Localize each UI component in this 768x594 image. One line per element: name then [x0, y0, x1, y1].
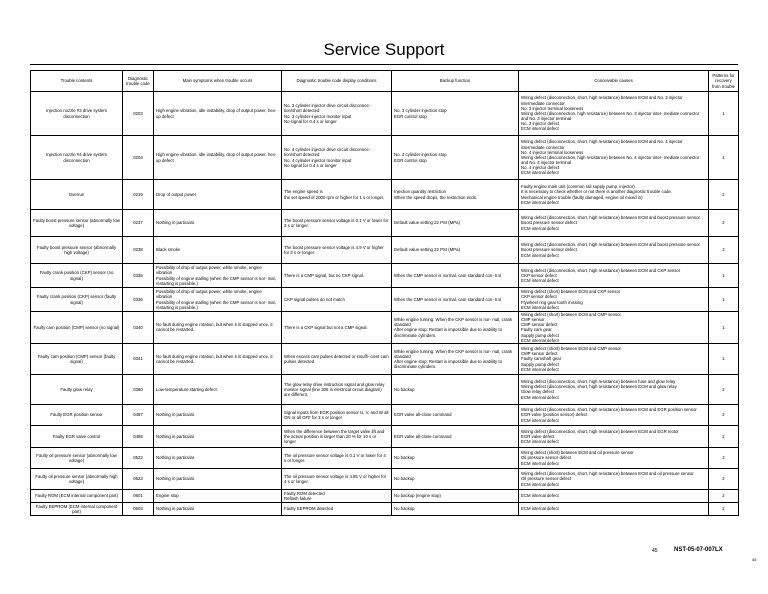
cell-code: 0237 [123, 210, 154, 237]
cell-recovery: 2 [709, 489, 739, 502]
cell-recovery: 1 [709, 312, 739, 344]
cell-conditions: When the difference between the target valve lift and the actual position is larger than 20 % for 10 s or longer [282, 425, 392, 447]
table-row [31, 288, 739, 312]
cell-code: 0238 [123, 237, 154, 264]
cell-causes: Wiring defect (short) between ECM and CKP sensor CKP sensor defect Flywheel ring gear tooth missing ECM internal defect [519, 288, 709, 312]
page-title: Service Support [323, 40, 445, 59]
cell-symptoms: Possibility of drop of output power, white smoke, engine vibration Possibility of engine stalling (when the CMP sensor is nor- mal, restarting is possible.) [154, 288, 282, 312]
cell-causes: Wiring defect (short) between ECM and CMP sensor CMP sensor CMP sensor defect Faulty cam gear Supply pump defect ECM internal defect [519, 312, 709, 344]
cell-trouble: Faulty boost pressure sensor (abnormally high voltage) [31, 237, 123, 264]
cell-backup: When the CMP sensor is normal, cam standard con- trol [392, 264, 519, 288]
cell-recovery: 2 [709, 374, 739, 404]
table-body [31, 92, 739, 516]
cell-backup: No backup [392, 502, 519, 515]
cell-code: 0488 [123, 425, 154, 447]
cell-trouble: Injection nozzle #4 drive system disconnection [31, 136, 123, 180]
cell-recovery: 1 [709, 264, 739, 288]
corner-page-number: 45 [752, 557, 757, 562]
cell-conditions: There is a CMP signal, but no CKP signal. [282, 264, 392, 288]
cell-conditions: The oil pressure sensor voltage is 4.85 V or higher for 4 s or longer. [282, 468, 392, 489]
cell-trouble: Faulty EGR valve control [31, 425, 123, 447]
cell-conditions: No. 3 cylinder injector drive circuit disconnec- tion/short detected No. 3 cylinder injector monitor input No signal for 0.4 s or longer [282, 92, 392, 136]
col-header-code: Diagnostic trouble code [123, 71, 154, 92]
cell-backup: While engine turning: When the CKP sensor is nor- mal, crank standard After engine stop: Restart is impossible due to inability to discriminate cylinders. [392, 343, 519, 374]
cell-symptoms: No fault during engine rotation, but when it is stopped once, it cannot be restarted. [154, 312, 282, 344]
cell-backup: No. 4 cylinder injection stop EGR control stop [392, 136, 519, 180]
table-header-row [31, 71, 739, 92]
cell-symptoms: Nothing in particular [154, 502, 282, 515]
table-row [31, 312, 739, 344]
cell-trouble: Faulty oil pressure sensor (abnormally low voltage) [31, 447, 123, 468]
col-header-causes: Conceivable causes [519, 71, 709, 92]
document-id: NST-05-07-007LX [674, 547, 723, 553]
table-row [31, 92, 739, 136]
cell-conditions: The engine speed is the set speed of 2000 rpm or higher for 1 s or longer. [282, 180, 392, 210]
table-row [31, 180, 739, 210]
cell-code: 0603 [123, 502, 154, 515]
cell-conditions: When excess cam pulses detected or insuffi- cient cam pulses detected [282, 343, 392, 374]
cell-conditions: The boost pressure sensor voltage is 4.9 V or higher for 3 s or longer. [282, 237, 392, 264]
table-row [31, 136, 739, 180]
cell-trouble: Faulty cam position (CMP) sensor (no signal) [31, 312, 123, 344]
cell-trouble: Injection nozzle #3 drive system disconnection [31, 92, 123, 136]
cell-backup: Injection quantity restriction When the speed drops, the restriction ends. [392, 180, 519, 210]
cell-recovery: 2 [709, 447, 739, 468]
cell-trouble: Faulty ROM (ECM internal component part) [31, 489, 123, 502]
col-header-trouble: Trouble contents [31, 71, 123, 92]
cell-causes: Wiring defect (disconnection, short, high resistance) between ECM and boost pressure sensor Boost pressure sensor defect ECM internal defect [519, 210, 709, 237]
cell-symptoms: Nothing in particular [154, 425, 282, 447]
cell-trouble: Faulty crank position (CKP) sensor (no signal) [31, 264, 123, 288]
cell-conditions: No. 4 cylinder injector drive circuit disconnec- tion/short detected No. 4 cylinder injector monitor input No signal for 0.4 s or longer [282, 136, 392, 180]
cell-backup: No backup [392, 447, 519, 468]
table-row [31, 374, 739, 404]
cell-symptoms: No fault during engine rotation, but when it is stopped once, it cannot be restarted. [154, 343, 282, 374]
cell-causes: Wiring defect (disconnection, short, high resistance) between ECM and EGR motor EGR valve defect ECM internal defect [519, 425, 709, 447]
cell-symptoms: Drop of output power [154, 180, 282, 210]
cell-code: 0522 [123, 447, 154, 468]
table-row [31, 343, 739, 374]
cell-trouble: Faulty cam position (CMP) sensor (faulty signal) [31, 343, 123, 374]
col-header-recovery: Patterns for recovery from trouble [709, 71, 739, 92]
cell-causes: Wiring defect (disconnection, short, high resistance) between ECM and CKP sensor CKP sensor defect ECM internal defect [519, 264, 709, 288]
cell-recovery: 2 [709, 237, 739, 264]
cell-recovery: 2 [709, 210, 739, 237]
cell-code: 0335 [123, 264, 154, 288]
cell-conditions: The boost pressure sensor voltage is 0.1 V or lower for 3 s or longer. [282, 210, 392, 237]
trouble-code-table [30, 70, 739, 516]
cell-code: 0601 [123, 489, 154, 502]
cell-recovery: 2 [709, 180, 739, 210]
cell-symptoms: Nothing in particular [154, 468, 282, 489]
cell-symptoms: High engine vibration, idle instability, drop of output power, hex-up defect [154, 92, 282, 136]
cell-conditions: There is a CKP signal but not a CMP signal. [282, 312, 392, 344]
title-rule [30, 64, 738, 65]
cell-recovery: 1 [709, 343, 739, 374]
cell-conditions: The glow relay drive instruction signal and glow relay monitor signal (line 306 in electrical circuit diagram) are different. [282, 374, 392, 404]
cell-backup: Default value setting 22 PSI (MPa) [392, 210, 519, 237]
table-row [31, 237, 739, 264]
cell-code: 0340 [123, 312, 154, 344]
cell-recovery: 1 [709, 288, 739, 312]
table-row [31, 468, 739, 489]
cell-code: 0203 [123, 92, 154, 136]
cell-trouble: Faulty boost pressure sensor (abnormally low voltage) [31, 210, 123, 237]
cell-causes: ECM internal defect [519, 502, 709, 515]
cell-code: 0523 [123, 468, 154, 489]
cell-trouble: Faulty crank position (CKP) sensor (faulty signal) [31, 288, 123, 312]
table-row [31, 447, 739, 468]
cell-code: 0341 [123, 343, 154, 374]
cell-causes: Wiring defect (disconnection, short, high resistance) between ECM and oil pressure sensor Oil pressure sensor defect ECM internal defect [519, 468, 709, 489]
cell-backup: EGR valve all-close command [392, 425, 519, 447]
cell-causes: ECM internal defect [519, 489, 709, 502]
cell-conditions: Faulty ROM detected Reflash failure [282, 489, 392, 502]
cell-causes: Wiring defect (disconnection, short, high resistance) between ECM and No. 4 injector intermediate connector No. 4 injector terminal looseness Wiring defect (disconnection, high resistance) between No. 4 injector inter- mediate connector and No. 4 injector terminal No. 4 injector defect ECM internal defect [519, 136, 709, 180]
col-header-symptoms: Main symptoms when trouble occurs [154, 71, 282, 92]
cell-conditions: The oil pressure sensor voltage is 0.1 V or lower for 4 s or longer. [282, 447, 392, 468]
cell-symptoms: Nothing in particular [154, 404, 282, 425]
cell-recovery: 1 [709, 92, 739, 136]
cell-trouble: Faulty oil pressure sensor (abnormally high voltage) [31, 468, 123, 489]
cell-code: 0204 [123, 136, 154, 180]
cell-recovery: 2 [709, 468, 739, 489]
cell-recovery: 1 [709, 136, 739, 180]
cell-causes: Wiring defect (short) between ECM and oil pressure sensor Oil pressure sensor defect ECM internal defect [519, 447, 709, 468]
cell-backup: No. 3 cylinder injection stop EGR control stop [392, 92, 519, 136]
cell-code: 0219 [123, 180, 154, 210]
cell-recovery: 2 [709, 404, 739, 425]
table-row [31, 264, 739, 288]
cell-symptoms: Possibility of drop of output power, white smoke, engine vibration Possibility of engine stalling (when the CMP sensor is nor- mal, restarting is possible.) [154, 264, 282, 288]
cell-symptoms: High engine vibration, idle instability, drop of output power, hex-up defect [154, 136, 282, 180]
cell-symptoms: Engine stop [154, 489, 282, 502]
table-row [31, 489, 739, 502]
cell-backup: Default value setting 22 PSI (MPa) [392, 237, 519, 264]
cell-code: 0336 [123, 288, 154, 312]
cell-backup: EGR valve all-close command [392, 404, 519, 425]
cell-symptoms: Nothing in particular [154, 210, 282, 237]
cell-symptoms: Low-temperature starting defect [154, 374, 282, 404]
cell-symptoms: Nothing in particular [154, 447, 282, 468]
cell-causes: Wiring defect (disconnection, short, high resistance) between ECM and EGR position sensor EGR valve (position sensor) defect ECM internal defect [519, 404, 709, 425]
cell-backup: No backup [392, 374, 519, 404]
page-number: 45 [652, 548, 658, 554]
cell-backup: When the CMP sensor is normal, cam standard con- trol [392, 288, 519, 312]
cell-symptoms: Black smoke [154, 237, 282, 264]
cell-backup: No backup [392, 468, 519, 489]
table-row [31, 502, 739, 515]
cell-trouble: Overrun [31, 180, 123, 210]
cell-causes: Wiring defect (short) between ECM and CMP sensor CMP sensor defect Faulty camshaft gear Supply pump defect ECM internal defect [519, 343, 709, 374]
cell-code: 0487 [123, 404, 154, 425]
cell-trouble: Faulty EGR position sensor [31, 404, 123, 425]
cell-conditions: CKP signal pulses do not match [282, 288, 392, 312]
cell-causes: Faulty engine main unit (common rail supply pump, injector) It is necessary to check whether or not there is another diagnostic trouble code. Mechanical engine trouble (faulty damaged, engine oil mixed in) ECM internal defect [519, 180, 709, 210]
cell-conditions: Signal inputs from EGR position sensor U, V, and W all ON or all OFF for 3 s or longer [282, 404, 392, 425]
table-row [31, 425, 739, 447]
cell-conditions: Faulty EEPROM detected [282, 502, 392, 515]
cell-trouble: Faulty EEPROM (ECM internal component part) [31, 502, 123, 515]
col-header-backup: Backup function [392, 71, 519, 92]
table-row [31, 404, 739, 425]
cell-backup: While engine turning: When the CKP sensor is nor- mal, crank standard After engine stop: Restart is impossible due to inability to discriminate cylinders. [392, 312, 519, 344]
cell-causes: Wiring defect (disconnection, short, high resistance) between ECM and No. 3 injector intermediate connector No. 3 injector terminal looseness Wiring defect (disconnection, high resistance) between No. 3 injector inter- mediate connector and No. 3 injector terminal No. 3 injector defect ECM internal defect [519, 92, 709, 136]
cell-recovery: 2 [709, 502, 739, 515]
cell-causes: Wiring defect (disconnection, short, high resistance) between ECM and boost pressure sensor Boost pressure sensor defect ECM internal defect [519, 237, 709, 264]
col-header-conditions: Diagnostic trouble code display conditions [282, 71, 392, 92]
cell-causes: Wiring defect (disconnection, short, high resistance) between fuse and glow relay Wiring defect (disconnection, short, high resistance) between ECM and glow relay Glow relay defect ECM internal defect [519, 374, 709, 404]
cell-recovery: 2 [709, 425, 739, 447]
cell-backup: No backup (engine stop) [392, 489, 519, 502]
cell-code: 0380 [123, 374, 154, 404]
cell-trouble: Faulty glow relay [31, 374, 123, 404]
table-row [31, 210, 739, 237]
